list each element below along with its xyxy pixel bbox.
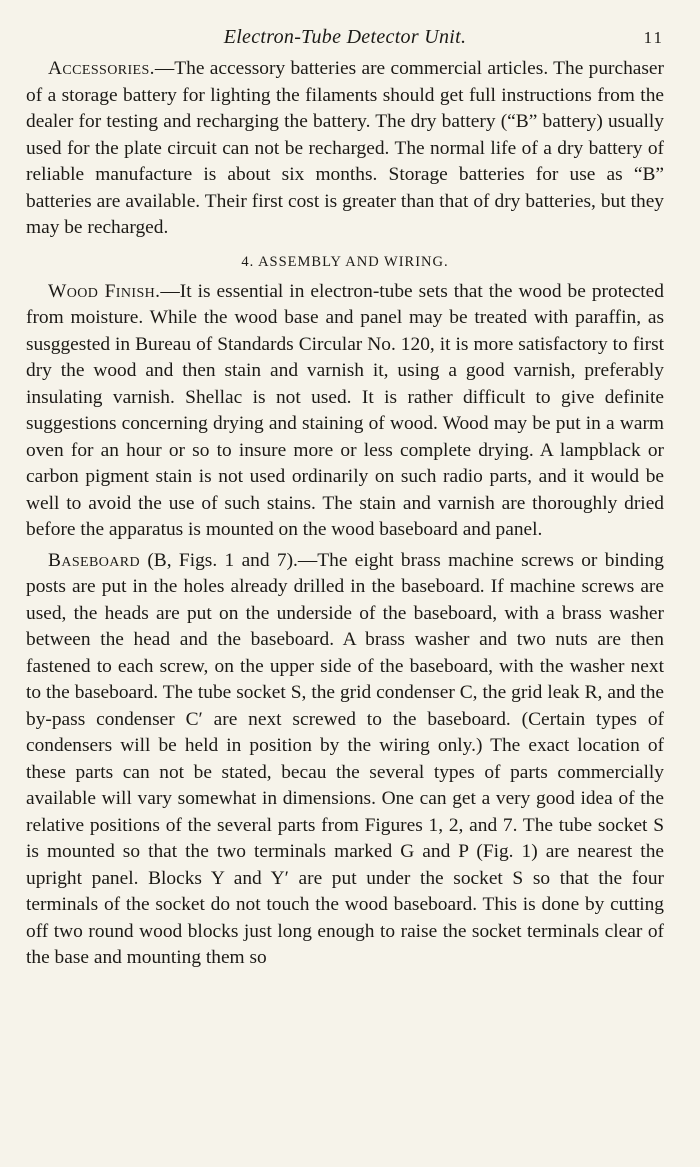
page-number: 11 <box>643 28 664 47</box>
paragraph-text: —The eight brass machine screws or binding posts are put in the holes already drilled in the baseboard. If machine screws are used, the heads are put on the underside of the baseboard, with a brass washer between the head and the baseboard. A brass washer and two nuts are then fastened to each screw, on the upper side of the baseboard, with the washer next to the baseboard. The tube socket S, the grid condenser C, the grid leak R, and the by-pass condenser C′ are next screwed to the baseboard. (Certain types of condensers will be held in position by the wiring only.) The exact location of these parts can not be stated, becau the several types of parts commercially available will vary somewhat in dimensions. One can get a very good idea of the relative positions of the several parts from Figures 1, 2, and 7. The tube socket S is mounted so that the two terminals marked G and P (Fig. 1) are nearest the upright panel. Blocks Y and Y′ are put under the socket S so that the four terminals of the socket do not touch the wood baseboard. This is done by cutting off two round wood blocks just long enough to raise the socket terminals clear of the base and mounting them so <box>26 549 664 968</box>
section-heading: 4. ASSEMBLY AND WIRING. <box>241 253 449 270</box>
paragraph-text: —The accessory batteries are commercial articles. The purchaser of a storage battery for lighting the filaments should get full instructions from the dealer for testing and recharging the battery. The dry battery (“B” battery) usually used for the plate circuit can not be recharged. The normal life of a dry battery of reliable manufacture is about six months. Storage batteries for use as “B” batteries are available. Their first cost is greater than that of dry batteries, but they may be recharged. <box>26 58 664 238</box>
figure-reference: (B, Figs. 1 and 7). <box>147 549 298 571</box>
paragraph-lead: Baseboard <box>48 549 140 571</box>
paragraph-lead: Wood Finish. <box>48 280 161 302</box>
paragraph-text: —It is essential in electron-tube sets that the wood be protected from moisture. While the wood base and panel may be treated with paraffin, as susggested in Bureau of Standards Circular No. 120, it is more satisfactory to first dry the wood and then stain and varnish it, using a good varnish, preferably insulating varnish. Shellac is not used. It is rather difficult to give definite suggestions concerning drying and staining of wood. Wood may be put in a warm oven for an hour or so to insure more or less complete drying. A lampblack or carbon pigment stain is not used ordinarily on such radio parts, and it would be well to avoid the use of such stains. The stain and varnish are thoroughly dried before the apparatus is mounted on the wood baseboard and panel. <box>26 280 664 540</box>
page-header <box>26 22 664 56</box>
paragraph-lead: Accessories. <box>48 58 155 79</box>
paragraph-wood-finish <box>26 279 664 544</box>
running-title: Electron-Tube Detector Unit. <box>223 26 467 48</box>
paragraph-accessories <box>26 56 664 242</box>
paragraph-baseboard <box>26 548 664 972</box>
